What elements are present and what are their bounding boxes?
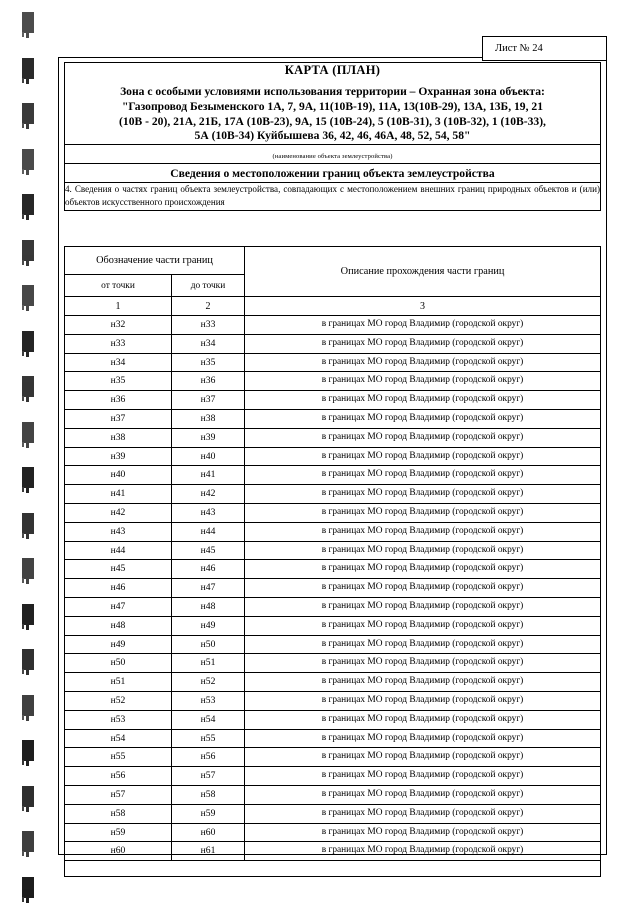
- row-cell-from: н57: [65, 785, 172, 804]
- row-cell-to: н34: [172, 334, 245, 353]
- row-cell-description: в границах МО город Владимир (городской округ): [245, 842, 601, 861]
- row-cell-description: в границах МО город Владимир (городской округ): [245, 579, 601, 598]
- table-row: [65, 616, 601, 635]
- table-row: [65, 447, 601, 466]
- table-row: [65, 409, 601, 428]
- document-page-frame: [58, 57, 607, 855]
- sheet-number-label: Лист № 24: [495, 43, 543, 54]
- row-cell-to: н58: [172, 785, 245, 804]
- row-cell-from: н46: [65, 579, 172, 598]
- row-cell-from: н35: [65, 372, 172, 391]
- row-cell-from: н56: [65, 767, 172, 786]
- sub-header-to-point: до точки: [172, 275, 245, 297]
- row-cell-description: в границах МО город Владимир (городской округ): [245, 353, 601, 372]
- table-row: [65, 316, 601, 335]
- row-cell-description: в границах МО город Владимир (городской округ): [245, 616, 601, 635]
- row-cell-to: н41: [172, 466, 245, 485]
- table-row: [65, 503, 601, 522]
- row-cell-from: н49: [65, 635, 172, 654]
- document-header-table: [64, 62, 601, 211]
- binding-mark: [22, 877, 34, 898]
- row-cell-from: н54: [65, 729, 172, 748]
- row-cell-from: н59: [65, 823, 172, 842]
- row-cell-description: в границах МО город Владимир (городской округ): [245, 485, 601, 504]
- row-cell-to: н40: [172, 447, 245, 466]
- row-cell-description: в границах МО город Владимир (городской округ): [245, 522, 601, 541]
- row-cell-description: в границах МО город Владимир (городской округ): [245, 729, 601, 748]
- table-row: [65, 842, 601, 861]
- table-row: [65, 748, 601, 767]
- table-row: [65, 372, 601, 391]
- table-spacer-cell: [65, 861, 172, 877]
- row-cell-to: н39: [172, 428, 245, 447]
- table-row: [65, 466, 601, 485]
- binding-mark: [22, 240, 34, 261]
- row-cell-from: н36: [65, 391, 172, 410]
- binding-mark: [22, 604, 34, 625]
- table-spacer-cell: [172, 861, 245, 877]
- object-name-line-1: Зона с особыми условиями использования территории – Охранная зона объекта:: [120, 85, 545, 98]
- row-cell-to: н47: [172, 579, 245, 598]
- row-cell-from: н43: [65, 522, 172, 541]
- table-row: [65, 785, 601, 804]
- row-cell-description: в границах МО город Владимир (городской округ): [245, 447, 601, 466]
- row-cell-description: в границах МО город Владимир (городской округ): [245, 541, 601, 560]
- row-cell-to: н60: [172, 823, 245, 842]
- row-cell-from: н52: [65, 691, 172, 710]
- table-row: [65, 597, 601, 616]
- table-row: [65, 691, 601, 710]
- table-spacer-cell: [245, 861, 601, 877]
- row-cell-description: в границах МО город Владимир (городской округ): [245, 767, 601, 786]
- paragraph-row: [65, 183, 601, 210]
- row-cell-to: н43: [172, 503, 245, 522]
- row-cell-description: в границах МО город Владимир (городской округ): [245, 748, 601, 767]
- binding-mark: [22, 695, 34, 716]
- row-cell-to: н61: [172, 842, 245, 861]
- row-cell-from: н41: [65, 485, 172, 504]
- row-cell-from: н32: [65, 316, 172, 335]
- column-number-2: 2: [172, 297, 245, 316]
- table-row: [65, 823, 601, 842]
- row-cell-description: в границах МО город Владимир (городской округ): [245, 691, 601, 710]
- row-cell-from: н53: [65, 710, 172, 729]
- binding-mark: [22, 422, 34, 443]
- row-cell-description: в границах МО город Владимир (городской округ): [245, 804, 601, 823]
- row-cell-from: н34: [65, 353, 172, 372]
- table-row: [65, 767, 601, 786]
- table-row: [65, 710, 601, 729]
- object-name-caption: (наименование объекта землеустройства): [272, 153, 393, 161]
- section-paragraph: 4. Сведения о частях границ объекта землеустройства, совпадающих с местоположением внешних границ природных объектов и (или) объектов искусственного происхождения: [65, 184, 600, 208]
- row-cell-to: н52: [172, 673, 245, 692]
- table-row: [65, 635, 601, 654]
- table-row: [65, 485, 601, 504]
- borders-table-container: [64, 246, 601, 877]
- section-title-cell: [65, 164, 601, 183]
- row-cell-to: н56: [172, 748, 245, 767]
- binding-mark: [22, 831, 34, 852]
- row-cell-to: н57: [172, 767, 245, 786]
- page-title: КАРТА (ПЛАН): [284, 63, 381, 77]
- row-cell-to: н49: [172, 616, 245, 635]
- table-row: [65, 729, 601, 748]
- table-row: [65, 334, 601, 353]
- group-header-row: [65, 247, 601, 275]
- object-name-line-2: "Газопровод Безыменского 1А, 7, 9А, 11(10В-19), 11А, 13(10В-29), 13А, 13Б, 19, 21: [121, 99, 543, 113]
- row-cell-from: н48: [65, 616, 172, 635]
- row-cell-to: н51: [172, 654, 245, 673]
- row-cell-to: н38: [172, 409, 245, 428]
- borders-table-head: [65, 247, 601, 316]
- caption-row: [65, 145, 601, 164]
- row-cell-to: н44: [172, 522, 245, 541]
- row-cell-to: н45: [172, 541, 245, 560]
- row-cell-description: в границах МО город Владимир (городской округ): [245, 409, 601, 428]
- row-cell-from: н37: [65, 409, 172, 428]
- row-cell-from: н40: [65, 466, 172, 485]
- title-cell: [65, 63, 601, 145]
- row-cell-to: н46: [172, 560, 245, 579]
- table-row: [65, 353, 601, 372]
- binding-mark: [22, 285, 34, 306]
- row-cell-description: в границах МО город Владимир (городской округ): [245, 654, 601, 673]
- row-cell-description: в границах МО город Владимир (городской округ): [245, 391, 601, 410]
- object-name-block: [65, 85, 600, 144]
- paragraph-cell: [65, 183, 601, 210]
- binding-marks-strip: [0, 0, 58, 905]
- table-row: [65, 579, 601, 598]
- table-row: [65, 428, 601, 447]
- table-row: [65, 673, 601, 692]
- row-cell-description: в границах МО город Владимир (городской округ): [245, 503, 601, 522]
- binding-mark: [22, 467, 34, 488]
- borders-table-body: [65, 316, 601, 877]
- caption-cell: [65, 145, 601, 164]
- row-cell-from: н51: [65, 673, 172, 692]
- row-cell-to: н53: [172, 691, 245, 710]
- binding-mark: [22, 103, 34, 124]
- row-cell-to: н42: [172, 485, 245, 504]
- column-number-row: [65, 297, 601, 316]
- section-title-row: [65, 164, 601, 183]
- row-cell-to: н37: [172, 391, 245, 410]
- table-row: [65, 522, 601, 541]
- row-cell-description: в границах МО город Владимир (городской округ): [245, 560, 601, 579]
- row-cell-to: н36: [172, 372, 245, 391]
- row-cell-description: в границах МО город Владимир (городской округ): [245, 710, 601, 729]
- binding-mark: [22, 558, 34, 579]
- row-cell-description: в границах МО город Владимир (городской округ): [245, 597, 601, 616]
- row-cell-to: н35: [172, 353, 245, 372]
- row-cell-from: н60: [65, 842, 172, 861]
- row-cell-to: н33: [172, 316, 245, 335]
- binding-mark: [22, 149, 34, 170]
- row-cell-from: н38: [65, 428, 172, 447]
- row-cell-to: н55: [172, 729, 245, 748]
- row-cell-from: н58: [65, 804, 172, 823]
- column-number-1: 1: [65, 297, 172, 316]
- table-row: [65, 804, 601, 823]
- binding-mark: [22, 740, 34, 761]
- row-cell-description: в границах МО город Владимир (городской округ): [245, 823, 601, 842]
- sheet-number-box: [482, 36, 607, 61]
- binding-mark: [22, 786, 34, 807]
- row-cell-description: в границах МО город Владимир (городской округ): [245, 466, 601, 485]
- row-cell-from: н42: [65, 503, 172, 522]
- table-row: [65, 541, 601, 560]
- title-row: [65, 63, 601, 145]
- row-cell-to: н54: [172, 710, 245, 729]
- row-cell-description: в границах МО город Владимир (городской округ): [245, 673, 601, 692]
- table-row: [65, 391, 601, 410]
- row-cell-description: в границах МО город Владимир (городской округ): [245, 785, 601, 804]
- row-cell-from: н47: [65, 597, 172, 616]
- table-spacer-row: [65, 861, 601, 877]
- row-cell-from: н39: [65, 447, 172, 466]
- binding-mark: [22, 513, 34, 534]
- row-cell-description: в границах МО город Владимир (городской округ): [245, 334, 601, 353]
- binding-mark: [22, 649, 34, 670]
- section-title: Сведения о местоположении границ объекта землеустройства: [170, 167, 495, 181]
- binding-mark: [22, 194, 34, 215]
- row-cell-to: н48: [172, 597, 245, 616]
- row-cell-to: н50: [172, 635, 245, 654]
- binding-mark: [22, 12, 34, 33]
- table-row: [65, 560, 601, 579]
- row-cell-description: в границах МО город Владимир (городской округ): [245, 635, 601, 654]
- binding-mark: [22, 331, 34, 352]
- borders-table: [64, 246, 601, 877]
- row-cell-from: н44: [65, 541, 172, 560]
- binding-mark: [22, 376, 34, 397]
- row-cell-to: н59: [172, 804, 245, 823]
- group-header-description: Описание прохождения части границ: [245, 247, 601, 297]
- sub-header-from-point: от точки: [65, 275, 172, 297]
- row-cell-from: н33: [65, 334, 172, 353]
- row-cell-from: н50: [65, 654, 172, 673]
- group-header-designation: Обозначение части границ: [65, 247, 245, 275]
- row-cell-from: н55: [65, 748, 172, 767]
- object-name-line-3: (10В - 20), 21А, 21Б, 17А (10В-23), 9А, 15 (10В-24), 5 (10В-31), 3 (10В-32), 1 (10В-33),: [119, 114, 546, 128]
- row-cell-description: в границах МО город Владимир (городской округ): [245, 316, 601, 335]
- row-cell-from: н45: [65, 560, 172, 579]
- column-number-3: 3: [245, 297, 601, 316]
- row-cell-description: в границах МО город Владимир (городской округ): [245, 372, 601, 391]
- object-name-line-4: 5А (10В-34) Куйбышева 36, 42, 46, 46А, 48, 52, 54, 58": [194, 129, 471, 143]
- table-row: [65, 654, 601, 673]
- binding-mark: [22, 58, 34, 79]
- row-cell-description: в границах МО город Владимир (городской округ): [245, 428, 601, 447]
